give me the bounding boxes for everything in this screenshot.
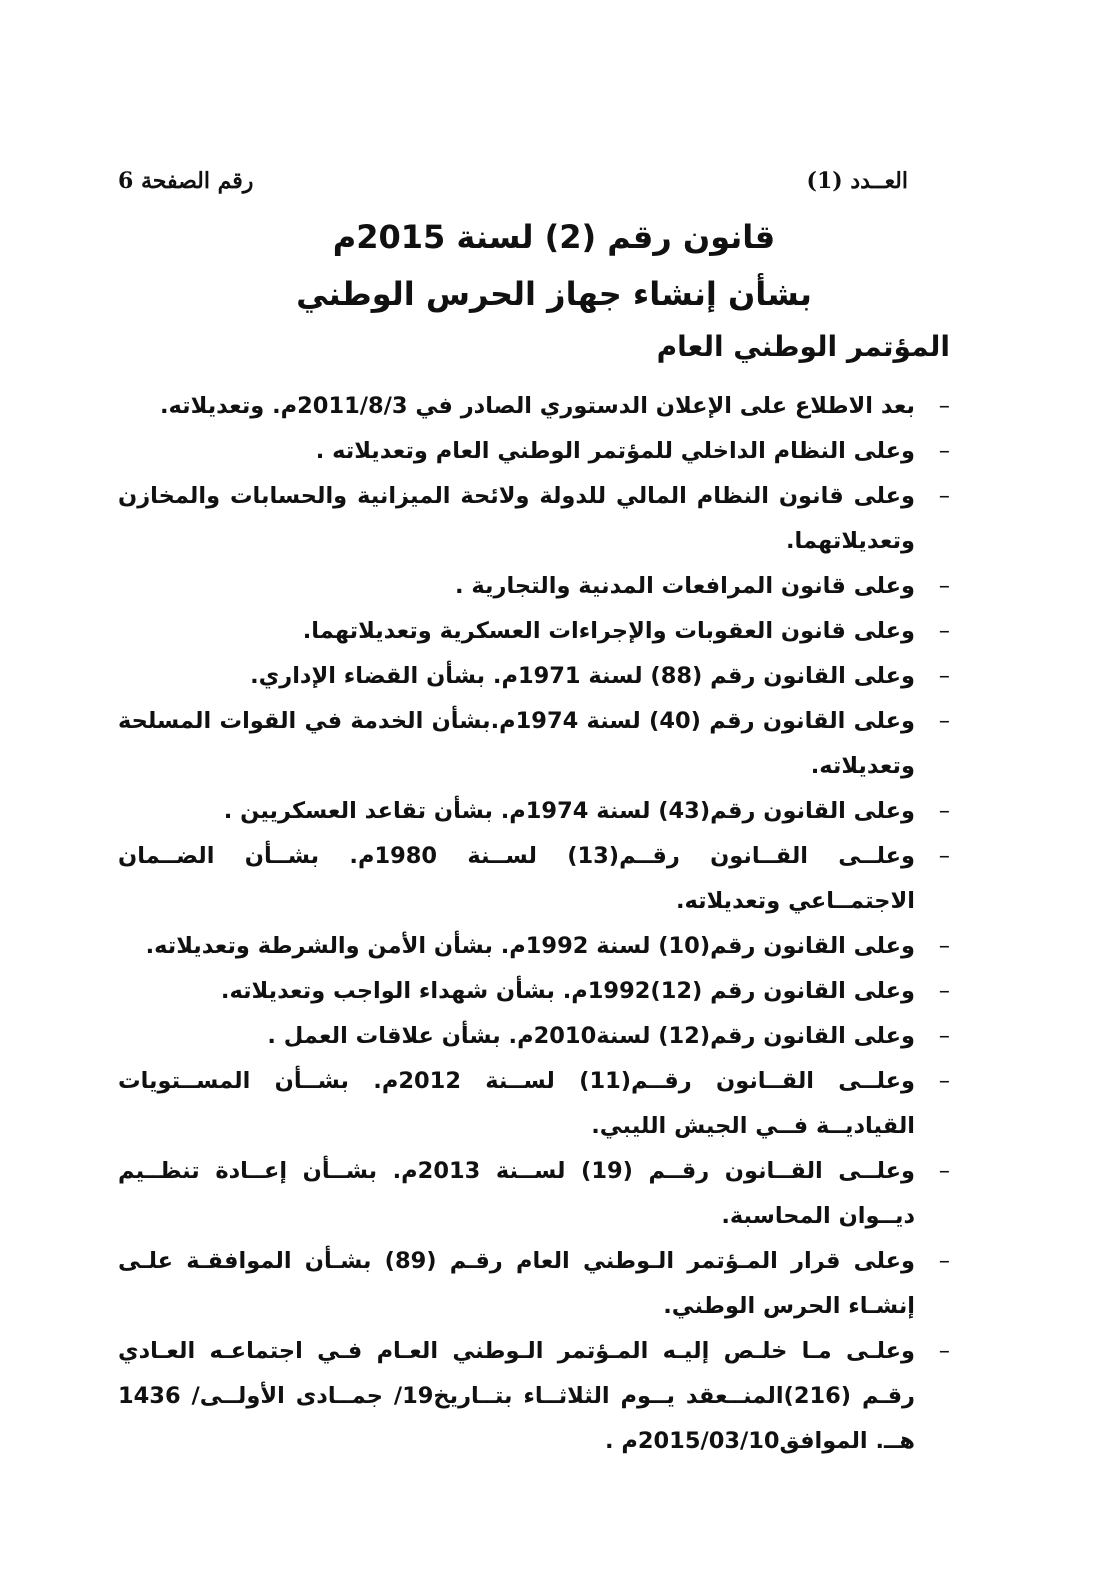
preamble-text: وعلى قانون المرافعات المدنية والتجارية . [455, 573, 915, 599]
bullet-dash: – [938, 573, 950, 599]
bullet-dash: – [938, 708, 950, 734]
bullet-dash: – [938, 978, 950, 1004]
bullet-dash: – [938, 1338, 950, 1364]
page-number: رقم الصفحة 6 [118, 168, 254, 194]
preamble-item [118, 789, 950, 834]
preamble-item [118, 429, 950, 474]
preamble-text: وعلى القانون رقم(10) لسنة 1992م. بشأن الأمن والشرطة وتعديلاته. [145, 933, 915, 959]
preamble-list [118, 384, 950, 1464]
preamble-item [118, 834, 950, 924]
preamble-text: وعلى قانون النظام المالي للدولة ولائحة الميزانية والحسابات والمخازن وتعديلاتهما. [118, 483, 915, 554]
preamble-item [118, 1149, 950, 1239]
preamble-text: وعلـى مـا خلـص إليـه المـؤتمر الـوطني العـام فـي اجتماعـه العـادي رقـم (216)المنــعقد يــوم الثلاثــاء بتــاريخ19/ جمــادى الأولــى/ 1436 هــ. الموافق2015/03/10م . [118, 1338, 916, 1454]
bullet-dash: – [938, 438, 950, 464]
bullet-dash: – [938, 1068, 950, 1094]
preamble-text: وعلى القانون رقم(43) لسنة 1974م. بشأن تقاعد العسكريين . [223, 798, 915, 824]
preamble-text: بعد الاطلاع على الإعلان الدستوري الصادر في 2011/8/3م. وتعديلاته. [159, 393, 915, 419]
preamble-item [118, 1014, 950, 1059]
preamble-item [118, 1059, 950, 1149]
preamble-item [118, 699, 950, 789]
preamble-text: وعلى القانون رقم (12)1992م. بشأن شهداء الواجب وتعديلاته. [220, 978, 915, 1004]
law-title: قانون رقم (2) لسنة 2015م [332, 218, 776, 256]
bullet-dash: – [938, 1248, 950, 1274]
bullet-dash: – [938, 843, 950, 869]
preamble-text: وعلى القانون رقم (88) لسنة 1971م. بشأن القضاء الإداري. [250, 663, 915, 689]
bullet-dash: – [938, 798, 950, 824]
bullet-dash: – [938, 1158, 950, 1184]
bullet-dash: – [938, 933, 950, 959]
preamble-text: وعلى القانون رقم(12) لسنة2010م. بشأن علاقات العمل . [267, 1023, 915, 1049]
preamble-text: وعلى القانون رقم (40) لسنة 1974م.بشأن الخدمة في القوات المسلحة وتعديلاته. [118, 708, 915, 779]
preamble-item [118, 474, 950, 564]
bullet-dash: – [938, 393, 950, 419]
preamble-item [118, 1329, 950, 1464]
bullet-dash: – [938, 1023, 950, 1049]
preamble-text: وعلى النظام الداخلي للمؤتمر الوطني العام وتعديلاته . [315, 438, 915, 464]
bullet-dash: – [938, 483, 950, 509]
preamble-item [118, 384, 950, 429]
bullet-dash: – [938, 618, 950, 644]
issue-number: العــدد (1) [806, 168, 908, 194]
preamble-item [118, 1239, 950, 1329]
preamble-item [118, 969, 950, 1014]
bullet-dash: – [938, 663, 950, 689]
preamble-text: وعلــى القــانون رقــم(13) لســنة 1980م. بشــأن الضــمان الاجتمــاعي وتعديلاته. [118, 843, 915, 914]
issuing-body: المؤتمر الوطني العام [656, 330, 950, 363]
preamble-item [118, 654, 950, 699]
preamble-text: وعلى قرار المـؤتمر الـوطني العام رقـم (89) بشـأن الموافقـة علـى إنشـاء الحرس الوطني. [118, 1248, 915, 1319]
preamble-text: وعلــى القــانون رقــم(11) لســنة 2012م. بشــأن المســتويات القياديــة فــي الجيش الليبي. [118, 1068, 915, 1139]
preamble-item [118, 609, 950, 654]
preamble-text: وعلى قانون العقوبات والإجراءات العسكرية وتعديلاتهما. [302, 618, 915, 644]
preamble-item [118, 564, 950, 609]
preamble-item [118, 924, 950, 969]
preamble-text: وعلــى القــانون رقــم (19) لســنة 2013م. بشــأن إعــادة تنظــيم ديــوان المحاسبة. [118, 1158, 915, 1229]
law-subject: بشأن إنشاء جهاز الحرس الوطني [296, 275, 812, 313]
